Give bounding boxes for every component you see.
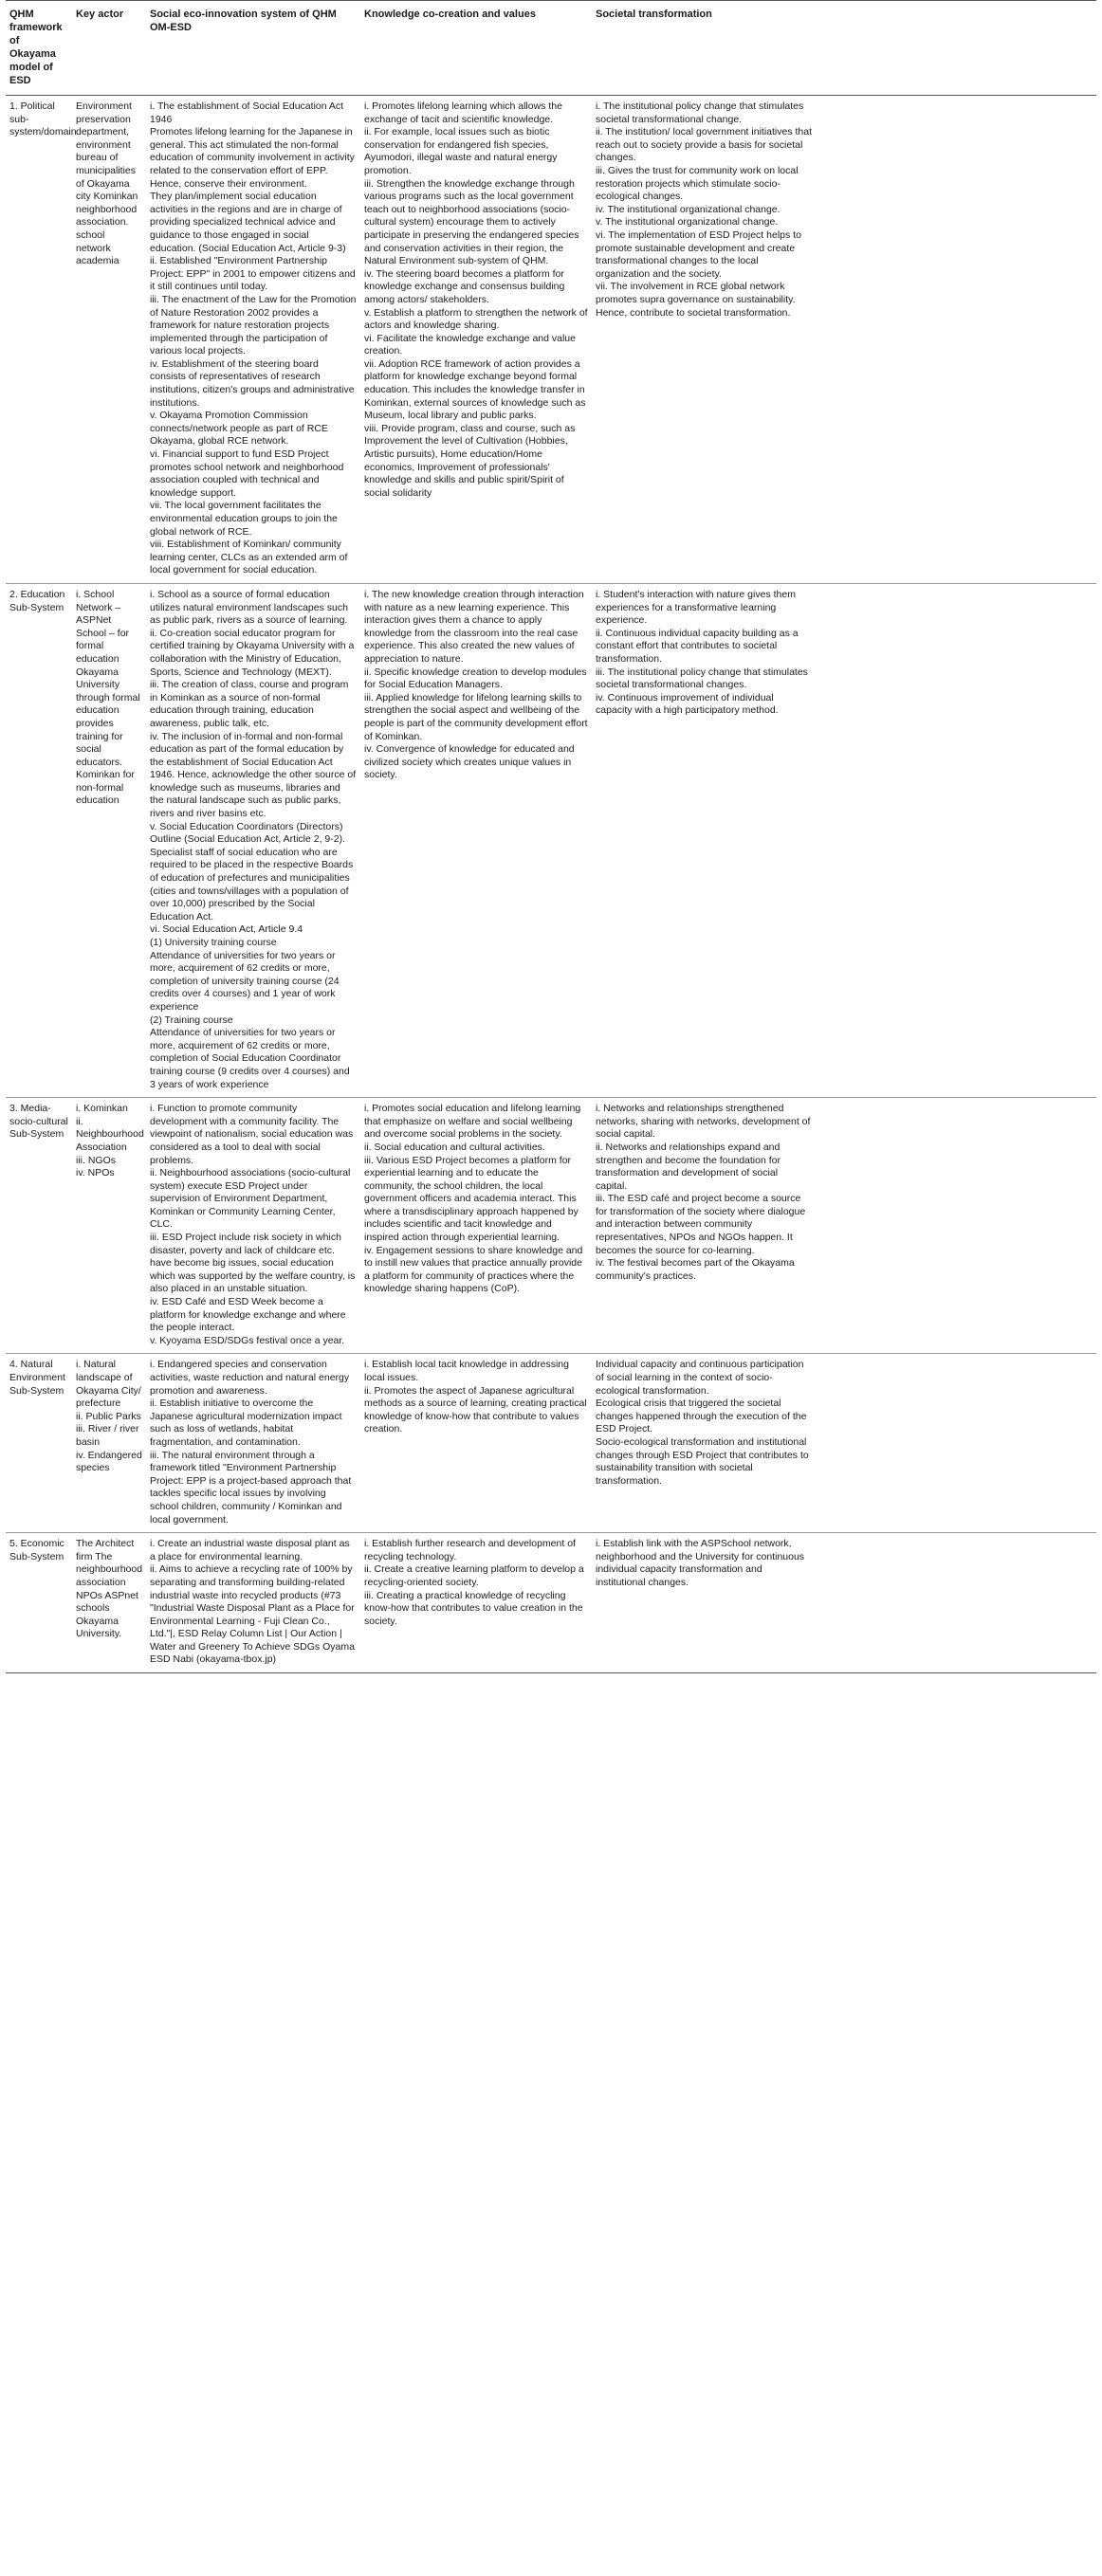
actor-item: iv. NPOs bbox=[76, 1167, 115, 1179]
framework-cell bbox=[6, 583, 72, 1097]
innovation-item: Promotes lifelong learning for the Japanese in general. This act stimulated the non-formal education of community involvement in activity related to the conservation effort of EPP. Hence, conserve their environment. bbox=[150, 126, 355, 190]
table-row bbox=[6, 96, 1096, 584]
framework-cell bbox=[6, 1533, 72, 1673]
innovation-item: They plan/implement social education activities in the regions and are in charge of providing specialized technical advice and guidance to those engaged in social education. (Social Education Act, Article 9-3) bbox=[150, 191, 346, 254]
framework-cell bbox=[6, 1354, 72, 1533]
transformation-item: v. The institutional organizational change. bbox=[596, 216, 779, 228]
knowledge-item: ii. Promotes the aspect of Japanese agricultural methods as a source of learning, creating practical knowledge of know-how that contribute to values creation. bbox=[364, 1384, 587, 1435]
actor-item: i. School Network – ASPNet School – for formal education Okayama University through formal education provides training for social educators. Kominkan for non-formal education bbox=[76, 588, 140, 807]
innovation-item: ii. Established "Environment Partnership Project: EPP" in 2001 to empower citizens and it still continues until today. bbox=[150, 255, 356, 293]
innovation-item: iii. The natural environment through a framework titled "Environment Partnership Project: EPP is a project-based approach that tackles specific local issues by involving school children, community / Kominkan and local government. bbox=[150, 1449, 352, 1526]
transformation-list bbox=[596, 1538, 812, 1589]
table-row bbox=[6, 583, 1096, 1097]
innovation-item: v. Social Education Coordinators (Directors) Outline (Social Education Act, Article 2, 9-2). Specialist staff of social education who are required to be placed in the respective Boards of education of prefectures and municipalities (cities and towns/villages with a population of over 10,000) prescribed by the Social Education Act. bbox=[150, 820, 354, 923]
header-row bbox=[6, 1, 1096, 96]
knowledge-cell bbox=[360, 1533, 592, 1673]
innovation-list bbox=[150, 1538, 357, 1667]
knowledge-item: vi. Facilitate the knowledge exchange and value creation. bbox=[364, 332, 576, 357]
actor-item: i. Kominkan bbox=[76, 1103, 128, 1115]
knowledge-cell bbox=[360, 96, 592, 584]
framework-label: 3. Media-socio-cultural Sub-System bbox=[9, 1103, 68, 1141]
header-key-actor: Key actor bbox=[72, 1, 146, 96]
actor-item: iii. NGOs bbox=[76, 1154, 116, 1166]
transformation-item: ii. The institution/ local government initiatives that reach out to society provide a basis for societal changes. bbox=[596, 126, 813, 164]
innovation-item: iii. ESD Project include risk society in which disaster, poverty and lack of childcare etc. have become big issues, social education which was supported by the welfare country, is also placed in an unstable situation. bbox=[150, 1232, 356, 1295]
innovation-item: i. Endangered species and conservation activities, waste reduction and natural energy promotion and awareness. bbox=[150, 1359, 350, 1397]
knowledge-item: i. The new knowledge creation through interaction with nature as a new learning experience. This interaction gives them a chance to apply knowledge from the classroom into the real case experience. This also created the new values of appreciation to nature. bbox=[364, 588, 584, 665]
innovation-item: vi. Financial support to fund ESD Project promotes school network and neighborhood association coupled with technical and knowledge support. bbox=[150, 448, 344, 499]
key-actor-list bbox=[76, 589, 142, 808]
table-row bbox=[6, 1354, 1096, 1533]
transformation-item: iii. The ESD café and project become a source for transformation of the society where dialogue and interaction between community representatives, NPOs and NGOs happen. It becomes the source for co-learning. bbox=[596, 1193, 806, 1256]
transformation-cell bbox=[592, 583, 1096, 1097]
table-body bbox=[6, 96, 1096, 1673]
framework-label: 5. Economic Sub-System bbox=[9, 1538, 64, 1562]
knowledge-item: iii. Creating a practical knowledge of recycling know-how that contributes to value creation in the society. bbox=[364, 1589, 583, 1627]
knowledge-item: iii. Applied knowledge for lifelong learning skills to strengthen the social aspect and wellbeing of the people is part of the community development effort of Kominkan. bbox=[364, 691, 588, 742]
transformation-item: iv. The festival becomes part of the Okayama community's practices. bbox=[596, 1257, 795, 1282]
transformation-item: iii. The institutional policy change that stimulates societal transformational changes. bbox=[596, 666, 808, 691]
framework-cell bbox=[6, 96, 77, 584]
header-transformation: Societal transformation bbox=[592, 1, 1096, 96]
actor-item: ii. Public Parks bbox=[76, 1410, 141, 1422]
knowledge-item: ii. Specific knowledge creation to develop modules for Social Education Managers. bbox=[364, 666, 587, 691]
innovation-item: iii. The enactment of the Law for the Promotion of Nature Restoration 2002 provides a framework for nature restoration projects implemented through the participation of various local projects. bbox=[150, 293, 357, 357]
key-actor-cell bbox=[72, 1533, 146, 1673]
innovation-cell bbox=[146, 1098, 360, 1354]
knowledge-item: vii. Adoption RCE framework of action provides a platform for knowledge exchange beyond formal education. This includes the knowledge transfer in Kominkan, external sources of knowledge such as Museum, local library and public parks. bbox=[364, 357, 586, 422]
innovation-item: ii. Neighbourhood associations (socio-cultural system) execute ESD Project under supervision of Environment Department, Kominkan or Community Learning Center, CLC. bbox=[150, 1167, 351, 1231]
header-framework: QHM framework of Okayama model of ESD bbox=[6, 1, 72, 96]
transformation-item: Ecological crisis that triggered the societal changes happened through the execution of the ESD Project. bbox=[596, 1398, 807, 1435]
transformation-item: iii. Gives the trust for community work on local restoration projects which stimulate socio-ecological changes. bbox=[596, 164, 799, 203]
knowledge-item: i. Promotes lifelong learning which allows the exchange of tacit and scientific knowledge. bbox=[364, 100, 562, 125]
innovation-item: viii. Establishment of Kominkan/ community learning center, CLCs as an extended arm of local government for social education. bbox=[150, 539, 348, 576]
transformation-item: vii. The involvement in RCE global network promotes supra governance on sustainability. Hence, contribute to societal transformation. bbox=[596, 281, 796, 319]
knowledge-item: ii. For example, local issues such as biotic conservation for endangered fish species, Ayumodori, illegal waste and natural energy promotion. bbox=[364, 126, 558, 176]
innovation-item: i. Create an industrial waste disposal plant as a place for environmental learning. bbox=[150, 1538, 350, 1562]
knowledge-item: iv. The steering board becomes a platform for knowledge exchange and consensus building among actors/ stakeholders. bbox=[364, 267, 565, 305]
transformation-item: iv. The institutional organizational change. bbox=[596, 203, 781, 215]
innovation-cell bbox=[146, 1354, 360, 1533]
knowledge-item: ii. Social education and cultural activities. bbox=[364, 1141, 545, 1153]
actor-item: i. Natural landscape of Okayama City/ prefecture bbox=[76, 1359, 141, 1410]
framework-label: 4. Natural Environment Sub-System bbox=[9, 1359, 65, 1397]
framework-label: 2. Education Sub-System bbox=[9, 588, 65, 613]
innovation-item: iii. The creation of class, course and program in Kominkan as a source of non-formal education through training, education awareness, public talk, etc. bbox=[150, 679, 349, 729]
actor-item: iv. Endangered species bbox=[76, 1449, 142, 1474]
innovation-list bbox=[150, 589, 357, 1091]
knowledge-item: ii. Create a creative learning platform to develop a recycling-oriented society. bbox=[364, 1563, 584, 1588]
transformation-item: i. Student's interaction with nature gives them experiences for a transformative learning experience. bbox=[596, 588, 796, 627]
knowledge-list bbox=[364, 589, 588, 782]
key-actor-cell bbox=[72, 96, 146, 584]
transformation-cell bbox=[592, 96, 1096, 584]
transformation-list bbox=[596, 589, 812, 718]
framework-label: 1. Political sub-system/domain bbox=[9, 100, 77, 138]
innovation-item: i. School as a source of formal education utilizes natural environment landscapes such as public park, rivers as a source of learning. bbox=[150, 588, 348, 627]
innovation-cell bbox=[146, 1533, 360, 1673]
innovation-list bbox=[150, 1103, 357, 1347]
transformation-list bbox=[596, 1103, 812, 1283]
table-row bbox=[6, 1098, 1096, 1354]
knowledge-cell bbox=[360, 1098, 592, 1354]
knowledge-item: iv. Engagement sessions to share knowledge and to instill new values that practice annually provide a platform for community of practices where the knowledge sharing happens (CoP). bbox=[364, 1244, 583, 1295]
innovation-item: iv. The inclusion of in-formal and non-formal education as part of the formal education by the establishment of Social Education Act 1946. Hence, acknowledge the other source of knowledge such as museums, libraries and the natural landscape such as public parks, rivers and river basins etc. bbox=[150, 730, 357, 820]
innovation-item: (1) University training course bbox=[150, 937, 277, 948]
innovation-item: ii. Establish initiative to overcome the Japanese agricultural modernization impact such as loss of wetlands, habitat fragmentation, and contamination. bbox=[150, 1398, 342, 1448]
innovation-cell bbox=[146, 96, 360, 584]
innovation-item: i. Function to promote community development with a community facility. The viewpoint of nationalism, social education was considered as a tool to deal with social problems. bbox=[150, 1103, 354, 1166]
key-actor-list bbox=[76, 100, 142, 268]
innovation-item: iv. Establishment of the steering board consists of representatives of research institutions, citizen's groups and administrative institutions. bbox=[150, 357, 355, 409]
transformation-item: Individual capacity and continuous participation of social learning in the context of socio-ecological transformation. bbox=[596, 1359, 804, 1397]
knowledge-item: i. Establish further research and development of recycling technology. bbox=[364, 1538, 576, 1562]
knowledge-item: i. Establish local tacit knowledge in addressing local issues. bbox=[364, 1359, 569, 1383]
innovation-item: v. Kyoyama ESD/SDGs festival once a year. bbox=[150, 1334, 345, 1346]
key-actor-list bbox=[76, 1103, 142, 1180]
key-actor-list bbox=[76, 1359, 142, 1474]
transformation-item: i. Networks and relationships strengthened networks, sharing with networks, development of social capital. bbox=[596, 1103, 811, 1141]
innovation-item: i. The establishment of Social Education Act 1946 bbox=[150, 100, 344, 125]
header-knowledge: Knowledge co-creation and values bbox=[360, 1, 592, 96]
innovation-item: (2) Training course bbox=[150, 1014, 233, 1026]
transformation-item: i. Establish link with the ASPSchool network, neighborhood and the University for continuous individual capacity transformation and institutional changes. bbox=[596, 1538, 805, 1588]
knowledge-list bbox=[364, 1359, 588, 1436]
actor-item: Environment preservation department, environment bureau of municipalities of Okayama city Kominkan neighborhood association. school network academia bbox=[76, 100, 138, 267]
transformation-list bbox=[596, 100, 812, 320]
knowledge-list bbox=[364, 1103, 588, 1296]
knowledge-cell bbox=[360, 1354, 592, 1533]
knowledge-item: iii. Strengthen the knowledge exchange through various programs such as the local government teach out to neighborhood associations (socio-cultural system) encourage them to actively participate in preserving the endangered species and conservation activities in their region, the Natural Environment sub-system of QHM. bbox=[364, 177, 579, 267]
innovation-item: vii. The local government facilitates the environmental education groups to join the global network of RCE. bbox=[150, 500, 338, 538]
transformation-cell bbox=[592, 1098, 1096, 1354]
actor-item: The Architect firm The neighbourhood association NPOs ASPnet schools Okayama University. bbox=[76, 1538, 143, 1640]
transformation-item: i. The institutional policy change that stimulates societal transformational change. bbox=[596, 100, 804, 125]
transformation-item: Socio-ecological transformation and institutional changes through ESD Project that contributes to sustainability transition with societal transformation. bbox=[596, 1435, 809, 1487]
knowledge-list bbox=[364, 1538, 588, 1628]
innovation-item: ii. Aims to achieve a recycling rate of 100% by separating and transforming building-related industrial waste into recycled products (#73 "Industrial Waste Disposal Plant as a Place for Environmental Learning - Fuji Clean Co., Ltd."|, ESD Relay Column List | Our Action | Water and Greenery To Achieve SDGs Oyama ESD Nabi (okayama-tbox.jp) bbox=[150, 1563, 355, 1666]
knowledge-cell bbox=[360, 583, 592, 1097]
knowledge-item: iv. Convergence of knowledge for educated and civilized society which creates unique values in society. bbox=[364, 743, 575, 781]
header-innovation: Social eco-innovation system of QHM OM-ESD bbox=[146, 1, 360, 96]
knowledge-list bbox=[364, 100, 588, 500]
innovation-item: vi. Social Education Act, Article 9.4 bbox=[150, 923, 303, 936]
knowledge-item: iii. Various ESD Project becomes a platform for experiential learning and to educate the community, the school children, the local government officers and academia interact. This where a transdisciplinary approach happened by includes scientific and tacit knowledge and inspired action through experiential learning. bbox=[364, 1154, 579, 1244]
actor-item: ii. Neighbourhood Association bbox=[76, 1115, 144, 1153]
knowledge-item: i. Promotes social education and lifelong learning that emphasize on welfare and social wellbeing and overcome social problems in the society. bbox=[364, 1103, 581, 1141]
transformation-item: vi. The implementation of ESD Project helps to promote sustainable development and create transformational changes to the local organization and the society. bbox=[596, 228, 801, 280]
esd-framework-table bbox=[6, 0, 1096, 1673]
knowledge-item: v. Establish a platform to strengthen the network of actors and knowledge sharing. bbox=[364, 306, 588, 332]
innovation-item: v. Okayama Promotion Commission connects/network people as part of RCE Okayama, global RCE network. bbox=[150, 410, 328, 448]
transformation-cell bbox=[592, 1533, 1096, 1673]
transformation-item: iv. Continuous improvement of individual capacity with a high participatory method. bbox=[596, 691, 779, 717]
innovation-list bbox=[150, 1359, 357, 1526]
actor-item: iii. River / river basin bbox=[76, 1423, 139, 1448]
key-actor-cell bbox=[72, 1354, 146, 1533]
innovation-list bbox=[150, 100, 357, 577]
transformation-item: ii. Continuous individual capacity building as a constant effort that contributes to societal transformation. bbox=[596, 627, 799, 665]
knowledge-item: viii. Provide program, class and course, such as Improvement the level of Cultivation (Hobbies, Artistic pursuits), Home education/Home economics, Improvement of professionals' knowledge and skills and public spirit/Spirit of social solidarity bbox=[364, 422, 576, 499]
key-actor-cell bbox=[72, 583, 146, 1097]
innovation-item: Attendance of universities for two years or more, acquirement of 62 credits or more, completion of university training course (24 credits over 4 courses) and 1 year of work experience bbox=[150, 949, 340, 1013]
key-actor-cell bbox=[72, 1098, 146, 1354]
key-actor-list bbox=[76, 1538, 142, 1641]
innovation-item: Attendance of universities for two years or more, acquirement of 62 credits or more, completion of Social Education Coordinator training course (9 credits over 4 courses) and 3 years of work experience bbox=[150, 1027, 350, 1090]
innovation-item: ii. Co-creation social educator program for certified training by Okayama University with a collaboration with the Ministry of Education, Sports, Science and Technology (MEXT). bbox=[150, 627, 355, 678]
table-row bbox=[6, 1533, 1096, 1673]
innovation-item: iv. ESD Café and ESD Week become a platform for knowledge exchange and where the people interact. bbox=[150, 1296, 346, 1334]
innovation-cell bbox=[146, 583, 360, 1097]
transformation-item: ii. Networks and relationships expand and strengthen and become the foundation for transformation and development of social capital. bbox=[596, 1141, 781, 1192]
framework-cell bbox=[6, 1098, 72, 1354]
transformation-cell bbox=[592, 1354, 1096, 1533]
transformation-list bbox=[596, 1359, 812, 1488]
